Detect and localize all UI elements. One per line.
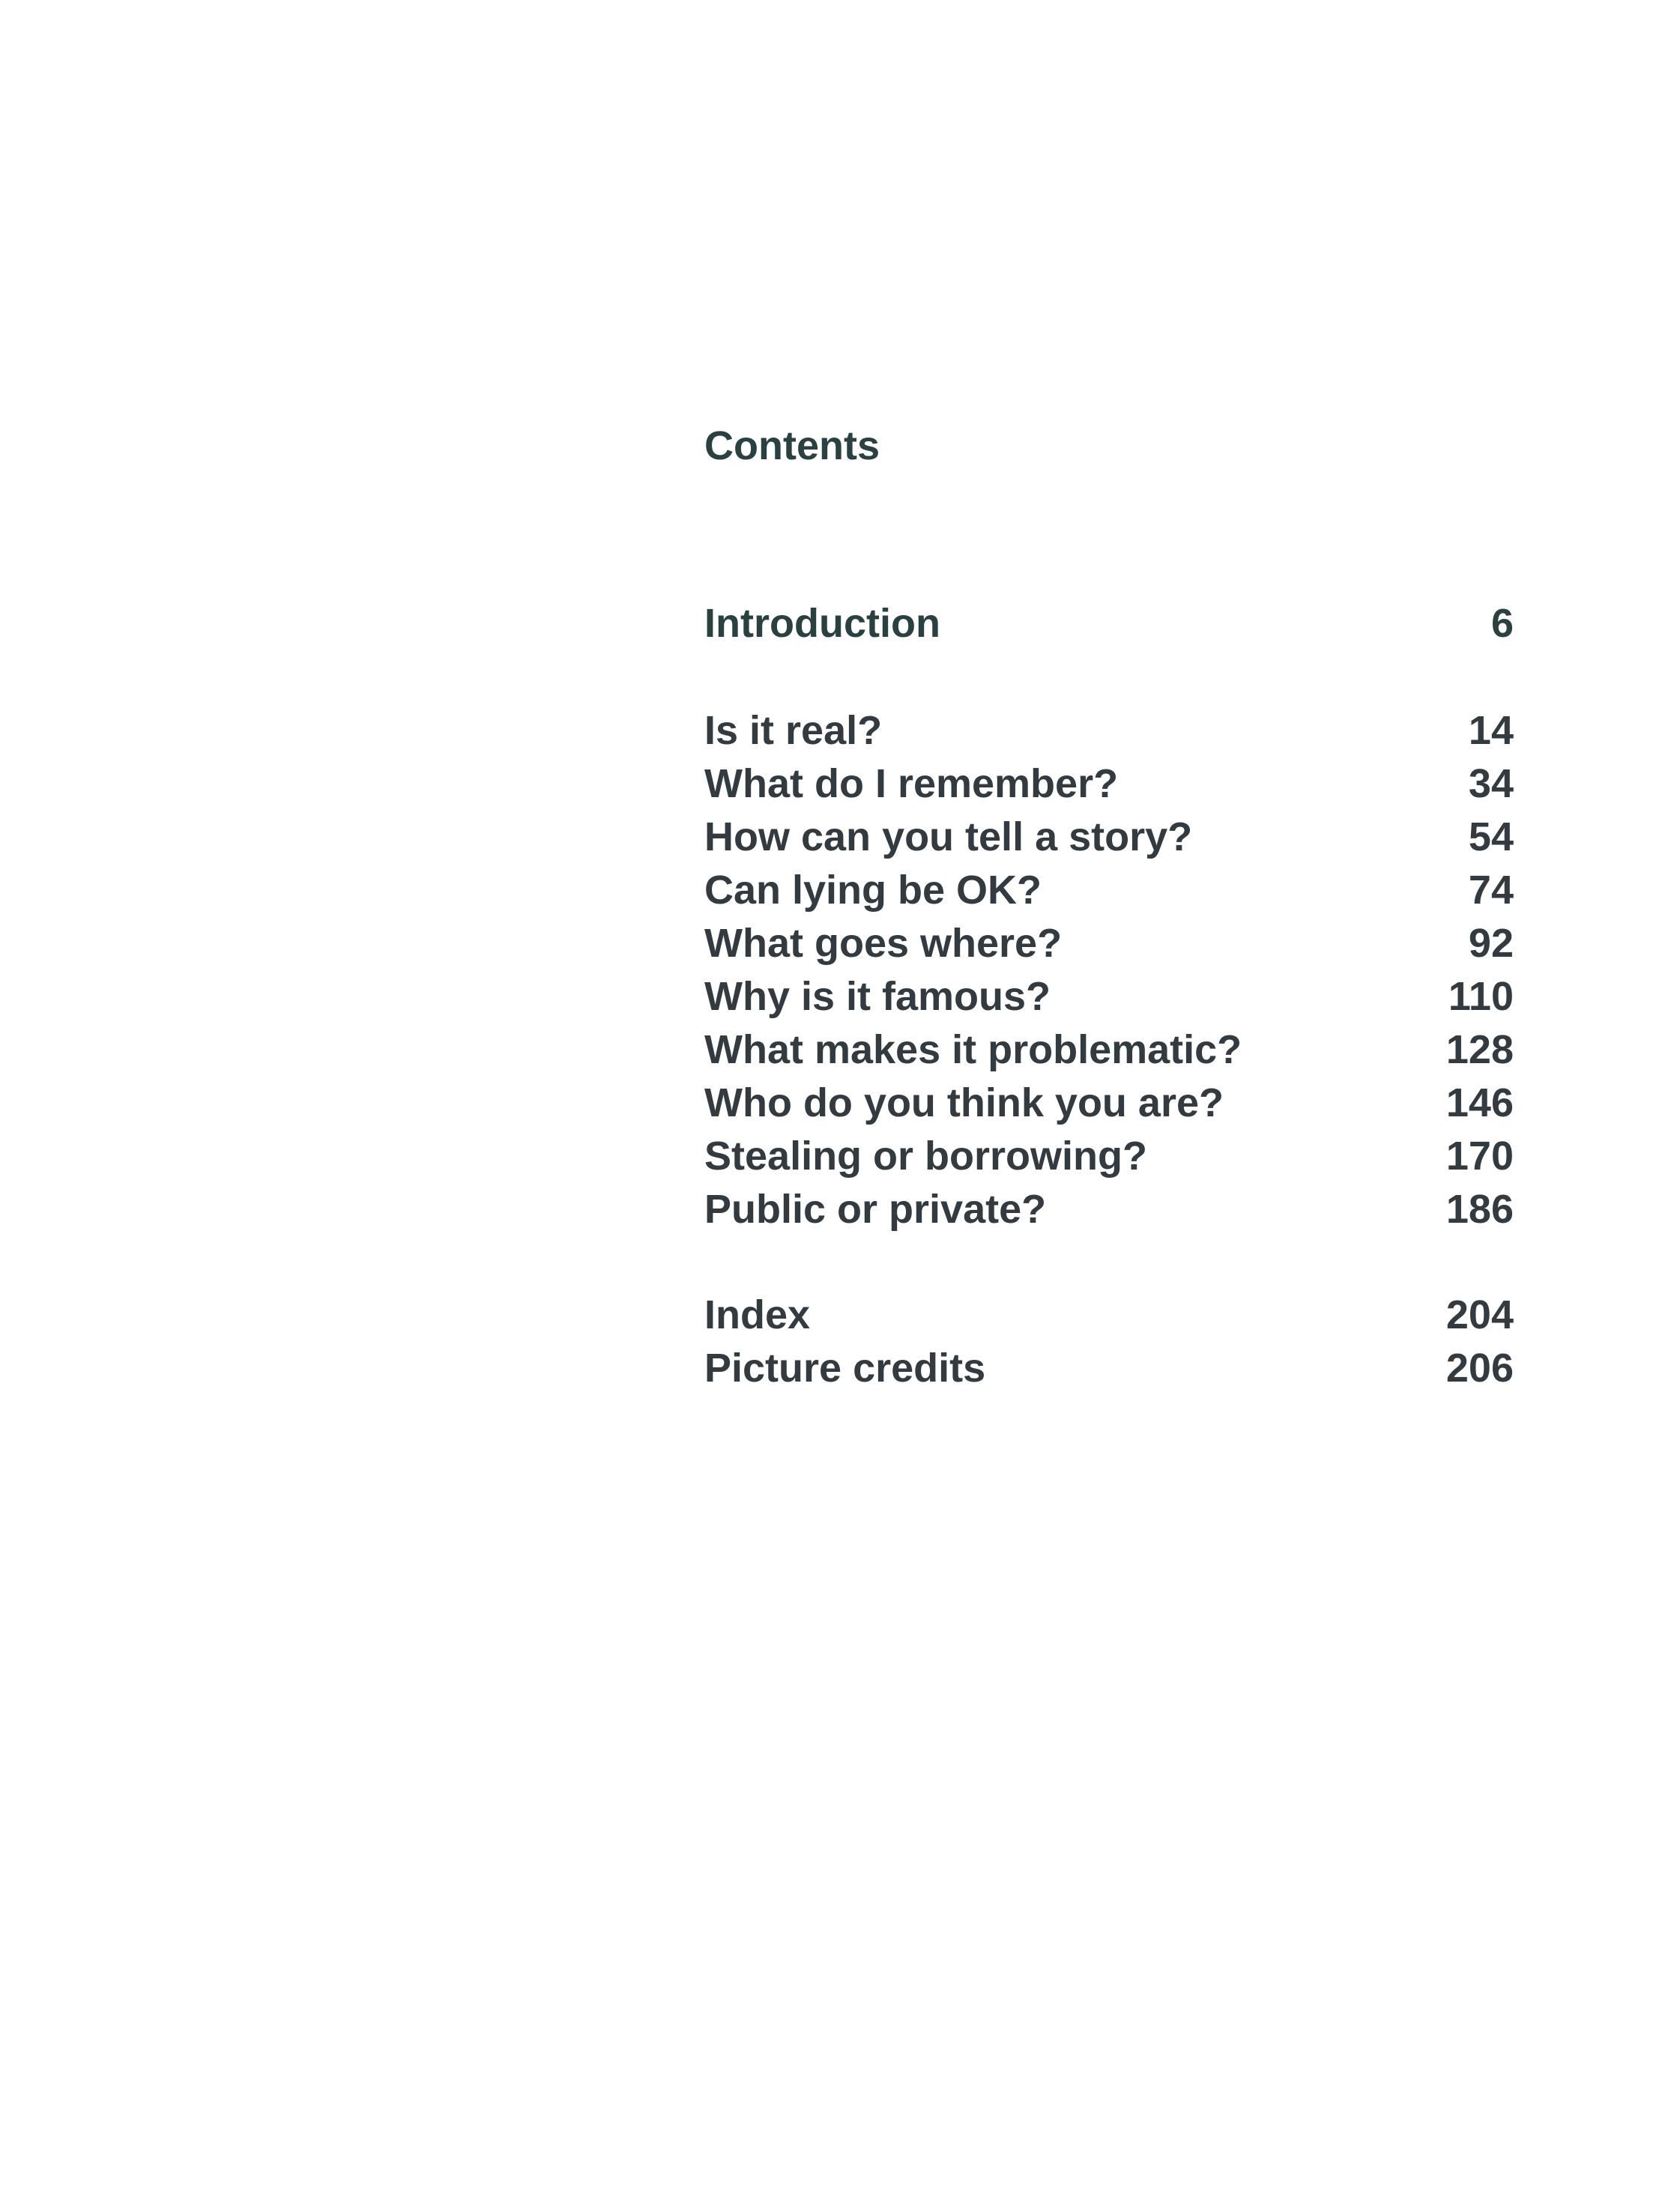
- toc-entry-page-number: 146: [1445, 1080, 1514, 1125]
- toc-chapters-group: [704, 704, 1514, 1236]
- toc-entry-picture-credits[interactable]: [704, 1342, 1514, 1395]
- toc-entry-label: How can you tell a story?: [704, 814, 1193, 859]
- toc-entry-page-number: 110: [1448, 974, 1514, 1019]
- toc-back-matter-group: [704, 1289, 1514, 1395]
- toc-entry-page-number: 128: [1445, 1027, 1514, 1072]
- toc-entry-label: Stealing or borrowing?: [704, 1134, 1147, 1179]
- toc-entry-label: What do I remember?: [704, 761, 1119, 806]
- toc-entry-page-number: 54: [1468, 814, 1514, 859]
- toc-entry-label: Picture credits: [704, 1346, 986, 1391]
- toc-entry-page-number: 74: [1468, 868, 1514, 913]
- toc-entry-page-number: 206: [1445, 1346, 1514, 1391]
- toc-introduction-group: [704, 597, 1514, 650]
- toc-entry-chapter[interactable]: [704, 970, 1514, 1023]
- toc-entry-chapter[interactable]: [704, 757, 1514, 811]
- toc-entry-chapter[interactable]: [704, 1023, 1514, 1077]
- toc-entry-chapter[interactable]: [704, 704, 1514, 757]
- toc-entry-chapter[interactable]: [704, 811, 1514, 864]
- toc-entry-chapter[interactable]: [704, 1130, 1514, 1183]
- toc-entry-page-number: 34: [1468, 761, 1514, 806]
- toc-entry-introduction[interactable]: [704, 597, 1514, 650]
- toc-entry-label: Can lying be OK?: [704, 868, 1042, 913]
- page-title: Contents: [704, 423, 880, 468]
- toc-entry-label: What goes where?: [704, 921, 1063, 966]
- toc-entry-label: What makes it problematic?: [704, 1027, 1242, 1072]
- toc-entry-page-number: 204: [1445, 1292, 1514, 1337]
- toc-entry-page-number: 92: [1468, 921, 1514, 966]
- toc-entry-label: Who do you think you are?: [704, 1080, 1224, 1125]
- toc-entry-chapter[interactable]: [704, 917, 1514, 970]
- toc-entry-label: Introduction: [704, 601, 940, 646]
- toc-entry-index[interactable]: [704, 1289, 1514, 1342]
- toc-entry-page-number: 6: [1490, 601, 1514, 646]
- toc-entry-chapter[interactable]: [704, 1077, 1514, 1130]
- toc-entry-label: Is it real?: [704, 708, 883, 753]
- toc-entry-chapter[interactable]: [704, 1183, 1514, 1236]
- toc-entry-chapter[interactable]: [704, 864, 1514, 917]
- toc-entry-page-number: 186: [1445, 1187, 1514, 1232]
- toc-entry-page-number: 14: [1468, 708, 1514, 753]
- toc-entry-label: Index: [704, 1292, 811, 1337]
- toc-entry-label: Public or private?: [704, 1187, 1047, 1232]
- toc-entry-label: Why is it famous?: [704, 974, 1051, 1019]
- toc-entry-page-number: 170: [1445, 1134, 1514, 1179]
